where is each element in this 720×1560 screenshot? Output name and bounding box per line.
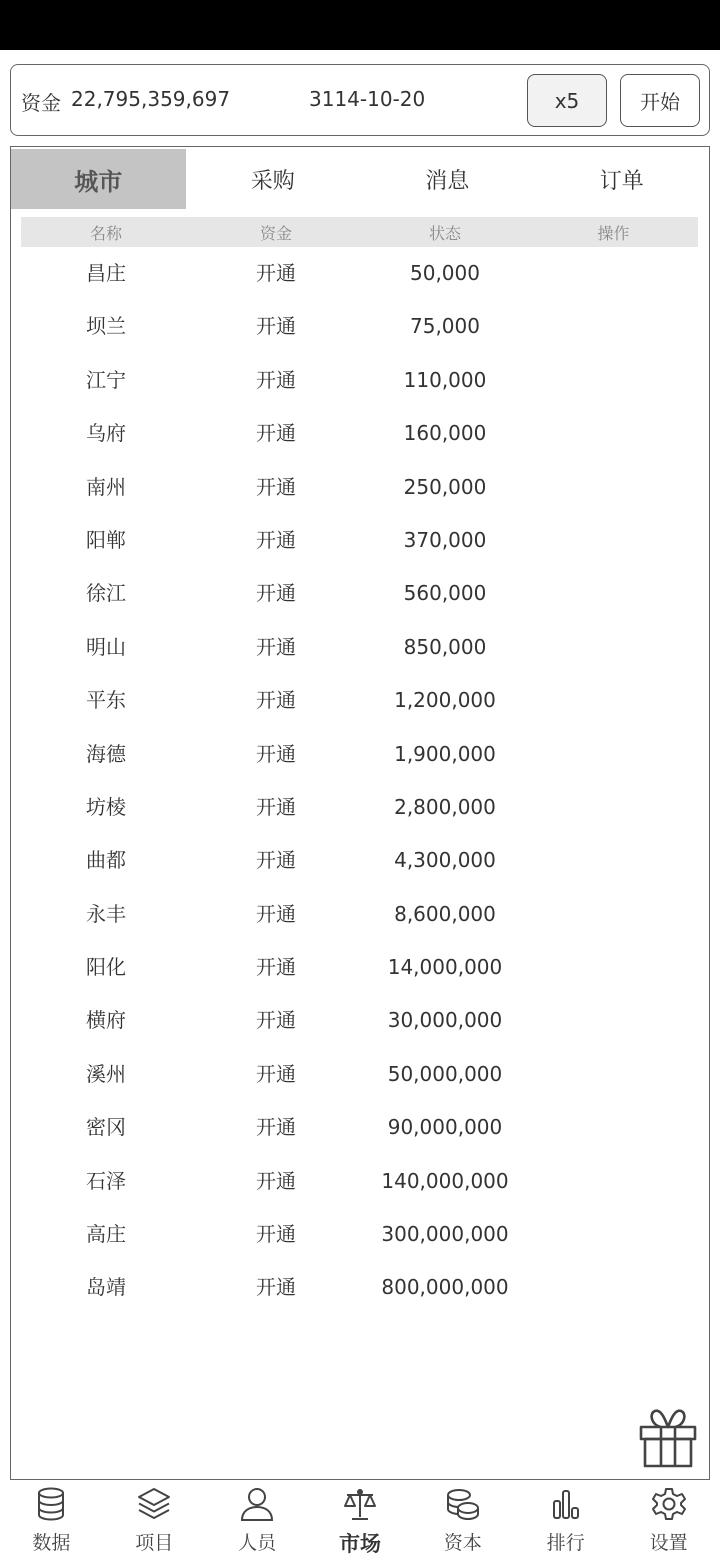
city-name: 阳化 [86, 955, 126, 980]
gift-icon[interactable] [637, 1407, 699, 1469]
city-name: 密冈 [86, 1115, 126, 1140]
city-status: 560,000 [403, 581, 487, 606]
table-row [21, 407, 698, 460]
city-name: 海德 [86, 741, 126, 766]
nav-ranking[interactable] [514, 1481, 617, 1560]
city-status: 250,000 [403, 474, 487, 499]
city-status: 850,000 [403, 634, 487, 659]
city-name: 徐江 [86, 581, 126, 606]
table-row [21, 1048, 698, 1101]
fund-label: 资金 [21, 91, 61, 115]
city-name: 江宁 [86, 367, 126, 392]
city-list [21, 247, 698, 1315]
table-row [21, 674, 698, 727]
city-name: 明山 [86, 634, 126, 659]
top-panel [10, 64, 710, 136]
table-row [21, 994, 698, 1047]
city-name: 南州 [86, 474, 126, 499]
city-name: 石泽 [86, 1168, 126, 1193]
city-fund: 开通 [256, 1008, 296, 1033]
city-status: 1,200,000 [394, 688, 496, 713]
city-name: 坊棱 [86, 794, 126, 819]
table-row [21, 1261, 698, 1314]
city-status: 75,000 [410, 314, 480, 339]
table-row [21, 354, 698, 407]
nav-label: 设置 [649, 1532, 688, 1554]
table-row [21, 941, 698, 994]
city-status: 140,000,000 [381, 1168, 509, 1193]
nav-label: 资本 [443, 1532, 482, 1554]
nav-label: 排行 [546, 1532, 585, 1554]
scale-icon [342, 1486, 378, 1522]
city-fund: 开通 [256, 261, 296, 285]
start-button[interactable]: 开始 [620, 74, 700, 127]
city-name: 溪州 [86, 1061, 126, 1086]
city-fund: 开通 [256, 367, 296, 392]
table-row [21, 1208, 698, 1261]
city-status: 30,000,000 [387, 1008, 503, 1033]
nav-market[interactable] [309, 1481, 412, 1560]
city-fund: 开通 [256, 688, 296, 713]
city-fund: 开通 [256, 421, 296, 446]
nav-label: 市场 [339, 1532, 381, 1556]
city-fund: 开通 [256, 474, 296, 499]
table-row [21, 728, 698, 781]
city-name: 平东 [86, 688, 126, 713]
header-status: 状态 [428, 223, 461, 243]
city-fund: 开通 [256, 1222, 296, 1247]
tab-bar [11, 149, 709, 209]
table-row [21, 621, 698, 674]
city-fund: 开通 [256, 1168, 296, 1193]
coins-icon [445, 1486, 481, 1522]
city-name: 坝兰 [86, 314, 126, 339]
city-name: 永丰 [86, 901, 126, 926]
city-fund: 开通 [256, 741, 296, 766]
city-name: 岛靖 [86, 1275, 126, 1300]
user-icon [239, 1486, 275, 1522]
header-name: 名称 [89, 223, 122, 243]
table-row [21, 781, 698, 834]
city-status: 1,900,000 [394, 741, 496, 766]
city-status: 160,000 [403, 421, 487, 446]
nav-projects[interactable] [103, 1481, 206, 1560]
city-fund: 开通 [256, 1061, 296, 1086]
city-name: 昌庄 [86, 261, 126, 285]
table-row [21, 461, 698, 514]
city-status: 110,000 [403, 367, 487, 392]
bottom-nav [0, 1481, 720, 1560]
content-panel [10, 146, 710, 1480]
city-status: 50,000 [410, 261, 480, 285]
speed-button[interactable]: x5 [527, 74, 607, 127]
header-fund: 资金 [259, 223, 292, 243]
city-status: 14,000,000 [387, 955, 503, 980]
city-status: 800,000,000 [381, 1275, 509, 1300]
city-status: 4,300,000 [394, 848, 496, 873]
nav-label: 数据 [32, 1532, 71, 1554]
nav-data[interactable] [0, 1481, 103, 1560]
layers-icon [136, 1486, 172, 1522]
city-status: 8,600,000 [394, 901, 496, 926]
table-row [21, 567, 698, 620]
city-fund: 开通 [256, 634, 296, 659]
city-name: 横府 [86, 1008, 126, 1033]
city-fund: 开通 [256, 1275, 296, 1300]
tab-city[interactable]: 城市 [11, 149, 186, 209]
status-bar [0, 0, 720, 50]
tab-messages[interactable]: 消息 [425, 168, 470, 194]
table-row [21, 514, 698, 567]
city-status: 2,800,000 [394, 794, 496, 819]
city-name: 高庄 [86, 1222, 126, 1247]
table-row [21, 1155, 698, 1208]
city-name: 曲都 [86, 848, 126, 873]
nav-capital[interactable] [411, 1481, 514, 1560]
table-row [21, 300, 698, 353]
city-status: 370,000 [403, 527, 487, 552]
table-row [21, 1101, 698, 1154]
table-row [21, 834, 698, 887]
nav-staff[interactable] [206, 1481, 309, 1560]
ranking-icon [548, 1486, 584, 1522]
city-fund: 开通 [256, 527, 296, 552]
city-status: 300,000,000 [381, 1222, 509, 1247]
city-fund: 开通 [256, 901, 296, 926]
city-fund: 开通 [256, 581, 296, 606]
header-operation: 操作 [597, 223, 630, 243]
city-status: 90,000,000 [387, 1115, 503, 1140]
game-date: 3114-10-20 [309, 87, 426, 111]
nav-label: 项目 [135, 1532, 174, 1554]
tab-purchase[interactable]: 采购 [250, 168, 295, 194]
table-header [21, 217, 698, 247]
table-row [21, 888, 698, 941]
city-fund: 开通 [256, 848, 296, 873]
gear-icon [651, 1486, 687, 1522]
table-row [21, 247, 698, 300]
city-fund: 开通 [256, 1115, 296, 1140]
city-status: 50,000,000 [387, 1061, 503, 1086]
nav-settings[interactable] [617, 1481, 720, 1560]
database-icon [33, 1486, 69, 1522]
city-name: 乌府 [86, 421, 126, 446]
tab-orders[interactable]: 订单 [599, 168, 644, 194]
city-fund: 开通 [256, 794, 296, 819]
city-name: 阳郸 [86, 527, 126, 552]
city-fund: 开通 [256, 955, 296, 980]
fund-value: 22,795,359,697 [71, 87, 231, 111]
nav-label: 人员 [238, 1532, 277, 1554]
city-fund: 开通 [256, 314, 296, 339]
